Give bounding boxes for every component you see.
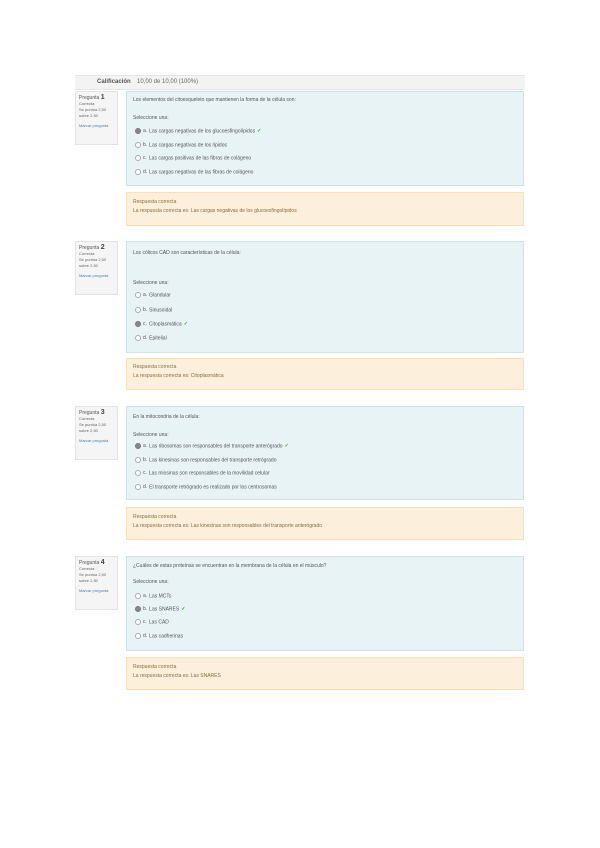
radio-button[interactable] [135, 335, 141, 341]
question-content [126, 91, 524, 186]
check-icon: ✓ [257, 128, 262, 135]
radio-button-selected[interactable] [135, 128, 141, 134]
question-status: Correcta [79, 251, 95, 256]
radio-button[interactable] [135, 470, 141, 476]
question-status: Correcta [79, 566, 95, 571]
flag-question-link[interactable]: Marcar pregunta [79, 438, 109, 443]
question-score: Se puntúa 2,50 sobre 2,50 [79, 422, 107, 433]
check-icon: ✓ [183, 321, 188, 328]
question-score: Se puntúa 2,50 sobre 2,50 [79, 572, 107, 583]
answer-option[interactable]: c. Las cargas positivas de las fibras de colágeno [135, 155, 251, 161]
question-text: Los elementos del citoesqueleto que mantienen la forma de la célula son: [133, 97, 296, 103]
grade-summary-bar [75, 75, 525, 90]
option-text: Epitelial [149, 335, 167, 342]
question-prompt: Seleccione una: [133, 280, 169, 286]
question-info [75, 241, 118, 295]
question-info [75, 91, 118, 145]
option-text: Las cadherinas [149, 633, 184, 640]
answer-option[interactable]: c. Citoplasmática ✓ [135, 321, 188, 327]
feedback-text: La respuesta correcta es: Citoplasmática [133, 373, 224, 379]
flag-question-link[interactable]: Marcar pregunta [79, 588, 109, 593]
answer-option[interactable]: c. Las CAD [135, 619, 169, 625]
question-score: Se puntúa 2,50 sobre 2,50 [79, 257, 107, 268]
question-prompt: Seleccione una: [133, 115, 169, 121]
radio-button[interactable] [135, 619, 141, 625]
feedback-title: Respuesta correcta [133, 664, 177, 670]
feedback-box [126, 192, 524, 226]
feedback-text: La respuesta correcta es: Las cargas negativas de los glucoesfingolípidos [133, 208, 297, 214]
radio-button-selected[interactable] [135, 321, 141, 327]
option-text: Las MCTs [149, 593, 172, 600]
question-status: Correcta [79, 416, 95, 421]
question-number-label: Pregunta [79, 245, 100, 251]
question-score: Se puntúa 2,50 sobre 2,50 [79, 107, 107, 118]
question-number-label: Pregunta [79, 410, 100, 416]
check-icon: ✓ [284, 443, 289, 450]
answer-option[interactable]: d. El transporte retrógrado es realizado por los centrosomas [135, 484, 277, 490]
radio-button[interactable] [135, 593, 141, 599]
flag-question-link[interactable]: Marcar pregunta [79, 123, 109, 128]
option-text: Las cargas negativas de las fibras de colágeno [149, 169, 254, 176]
question-number-label: Pregunta [79, 560, 100, 566]
question-prompt: Seleccione una: [133, 432, 169, 438]
option-text: Las miosinas son responsables de la movilidad celular [148, 470, 270, 477]
question-content [126, 241, 524, 353]
feedback-text: La respuesta correcta es: Las kinesinas son responsables del transporte anterógrado [133, 523, 323, 529]
question-status: Correcta [79, 101, 95, 106]
radio-button[interactable] [135, 142, 141, 148]
check-icon: ✓ [181, 606, 186, 613]
question-prompt: Seleccione una: [133, 579, 169, 585]
answer-option[interactable]: a. Las ribosomas son responsables del transporte anterógrado ✓ [135, 443, 289, 449]
feedback-title: Respuesta correcta [133, 364, 177, 370]
answer-option[interactable]: b. Las SNARES ✓ [135, 606, 185, 612]
answer-option[interactable]: a. Las cargas negativas de los glucoesfingolípidos ✓ [135, 128, 261, 134]
question-number: 2 [100, 244, 105, 251]
option-text: Citoplasmática [148, 321, 182, 328]
radio-button[interactable] [135, 155, 141, 161]
radio-button-selected[interactable] [135, 606, 141, 612]
option-text: Las cargas positivas de las fibras de colágeno [148, 155, 252, 162]
radio-button[interactable] [135, 457, 141, 463]
radio-button[interactable] [135, 292, 141, 298]
feedback-text: La respuesta correcta es: Las SNARES [133, 673, 221, 679]
answer-option[interactable]: d. Las cadherinas [135, 633, 183, 639]
answer-option[interactable]: d. Epitelial [135, 335, 167, 341]
answer-option[interactable]: b. Las cargas negativas de los lípidos [135, 142, 227, 148]
option-text: Las ribosomas son responsables del transporte anterógrado [149, 443, 283, 450]
question-text: Los cólicos CAD son características de la célula: [133, 250, 241, 256]
option-text: Las CAD [148, 619, 169, 626]
answer-option[interactable]: a. Glandular [135, 292, 171, 298]
answer-option[interactable]: c. Las miosinas son responsables de la movilidad celular [135, 470, 270, 476]
grade-label: Calificación [97, 79, 131, 85]
option-text: Las cargas negativas de los lípidos [149, 142, 227, 149]
grade-value: 10,00 de 10,00 (100%) [137, 79, 199, 85]
question-content [126, 556, 524, 651]
answer-option[interactable]: a. Las MCTs [135, 593, 171, 599]
feedback-box [126, 358, 524, 390]
option-text: Las kinesinas son responsables del transporte retrógrado [149, 457, 277, 464]
option-text: Sinusoidal [149, 307, 173, 314]
feedback-box [126, 657, 524, 690]
question-number-label: Pregunta [79, 95, 100, 101]
question-info [75, 406, 118, 460]
option-text: Las cargas negativas de los glucoesfingolípidos [149, 128, 256, 135]
answer-option[interactable]: b. Sinusoidal [135, 307, 172, 313]
question-number: 3 [100, 409, 105, 416]
answer-option[interactable]: d. Las cargas negativas de las fibras de colágeno [135, 169, 253, 175]
feedback-title: Respuesta correcta [133, 199, 177, 205]
radio-button[interactable] [135, 307, 141, 313]
answer-option[interactable]: b. Las kinesinas son responsables del transporte retrógrado [135, 457, 276, 463]
radio-button[interactable] [135, 633, 141, 639]
question-info [75, 556, 118, 610]
radio-button[interactable] [135, 484, 141, 490]
question-content [126, 406, 524, 500]
radio-button-selected[interactable] [135, 443, 141, 449]
option-text: Las SNARES [149, 606, 180, 613]
question-number: 1 [100, 94, 105, 101]
flag-question-link[interactable]: Marcar pregunta [79, 273, 109, 278]
feedback-box [126, 507, 524, 540]
radio-button[interactable] [135, 169, 141, 175]
question-number: 4 [100, 559, 105, 566]
question-text: En la mitocondria de la célula: [133, 414, 200, 420]
feedback-title: Respuesta correcta [133, 514, 177, 520]
option-text: Glandular [149, 292, 171, 299]
option-text: El transporte retrógrado es realizado por los centrosomas [149, 484, 277, 491]
question-text: ¿Cuáles de estas proteínas se encuentran en la membrana de la célula en el músculo? [133, 563, 327, 569]
